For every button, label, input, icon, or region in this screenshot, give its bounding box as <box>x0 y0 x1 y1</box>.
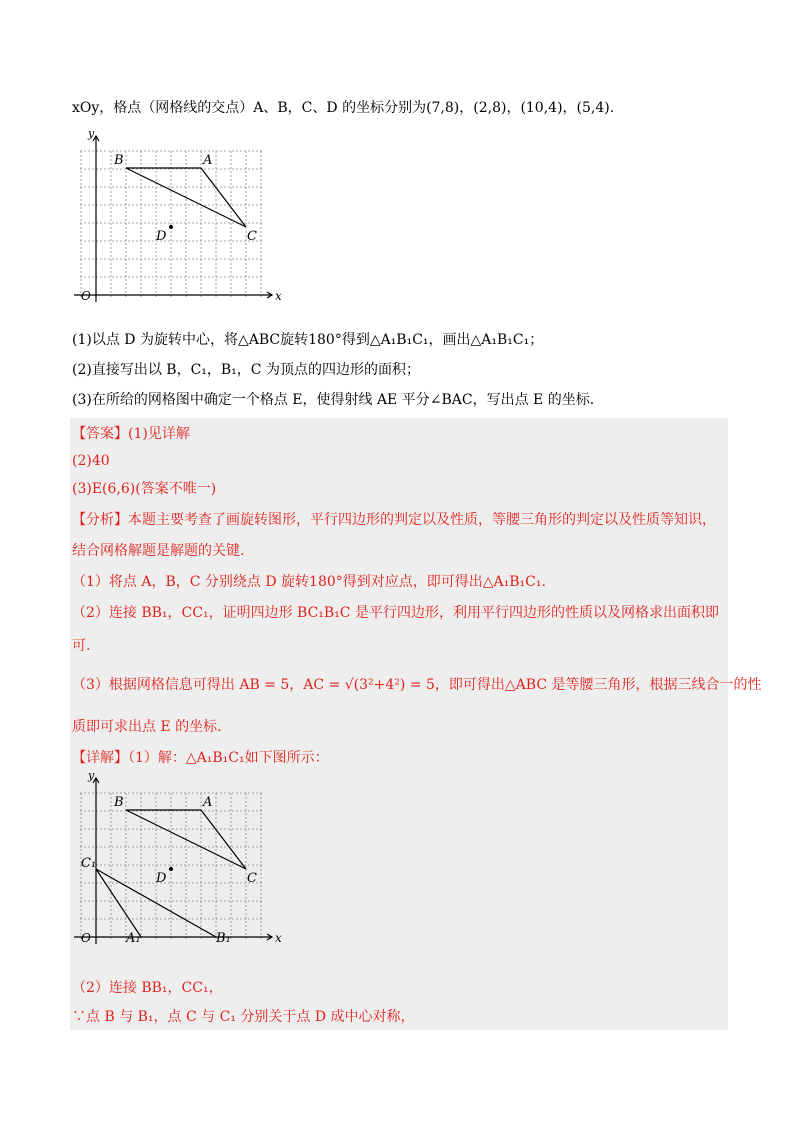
label-o-2: O <box>81 931 91 945</box>
answer-2: (2)40 <box>72 453 110 469</box>
label-c: C <box>247 229 257 244</box>
label-a1: A₁ <box>126 931 141 946</box>
label-x: x <box>275 289 282 303</box>
point-d-2 <box>169 867 173 871</box>
step-3-line-2: 质即可求出点 E 的坐标. <box>72 719 222 735</box>
question-2: (2)直接写出以 B，C₁，B₁，C 为顶点的四边形的面积； <box>72 362 420 378</box>
detail-line-1: 【详解】（1）解：△A₁B₁C₁如下图所示： <box>72 750 329 766</box>
label-x-2: x <box>275 931 282 945</box>
label-o: O <box>81 289 91 303</box>
label-b: B <box>114 153 124 168</box>
step-2-line-1: （2）连接 BB₁，CC₁，证明四边形 BC₁B₁C 是平行四边形，利用平行四边形的性质以及网格求出面积即 <box>72 605 719 621</box>
label-y: y <box>88 127 95 140</box>
analysis-line-2: 结合网格解题是解题的关键. <box>72 543 245 559</box>
label-a-2: A <box>203 795 213 810</box>
figure-grid-2 <box>70 770 290 948</box>
analysis-line-1: 【分析】本题主要考查了画旋转图形，平行四边形的判定以及性质，等腰三角形的判定以及性质等知识， <box>72 512 716 528</box>
question-1: (1)以点 D 为旋转中心，将△ABC旋转180°得到△A₁B₁C₁，画出△A₁B₁C₁； <box>72 332 544 348</box>
label-d-2: D <box>156 871 167 886</box>
answer-1: 【答案】(1)见详解 <box>72 426 190 442</box>
label-y-2: y <box>88 770 95 782</box>
detail-line-2: （2）连接 BB₁，CC₁， <box>72 980 223 996</box>
answer-3: (3)E(6,6)(答案不唯一) <box>72 481 217 497</box>
step-3-line-1: （3）根据网格信息可得出 AB = 5，AC = √(3²+4²) = 5，即可得出△ABC 是等腰三角形，根据三线合一的性 <box>72 677 762 693</box>
label-c-2: C <box>247 871 257 886</box>
label-b1: B₁ <box>216 931 231 946</box>
figure-grid-1 <box>70 126 290 306</box>
question-intro: xOy，格点（网格线的交点）A、B，C、D 的坐标分别为(7,8)，(2,8)，(10,4)，(5,4). <box>72 100 615 116</box>
question-3: (3)在所给的网格图中确定一个格点 E，使得射线 AE 平分∠BAC，写出点 E 的坐标. <box>72 392 595 408</box>
detail-line-3: ∵点 B 与 B₁，点 C 与 C₁ 分别关于点 D 成中心对称， <box>72 1009 415 1025</box>
label-c1: C₁ <box>81 856 97 871</box>
label-b-2: B <box>114 795 124 810</box>
step-2-line-2: 可. <box>72 638 91 654</box>
label-d: D <box>156 229 167 244</box>
point-d <box>169 225 173 229</box>
step-1: （1）将点 A，B，C 分别绕点 D 旋转180°得到对应点，即可得出△A₁B₁C₁. <box>72 574 546 590</box>
label-a: A <box>203 153 213 168</box>
